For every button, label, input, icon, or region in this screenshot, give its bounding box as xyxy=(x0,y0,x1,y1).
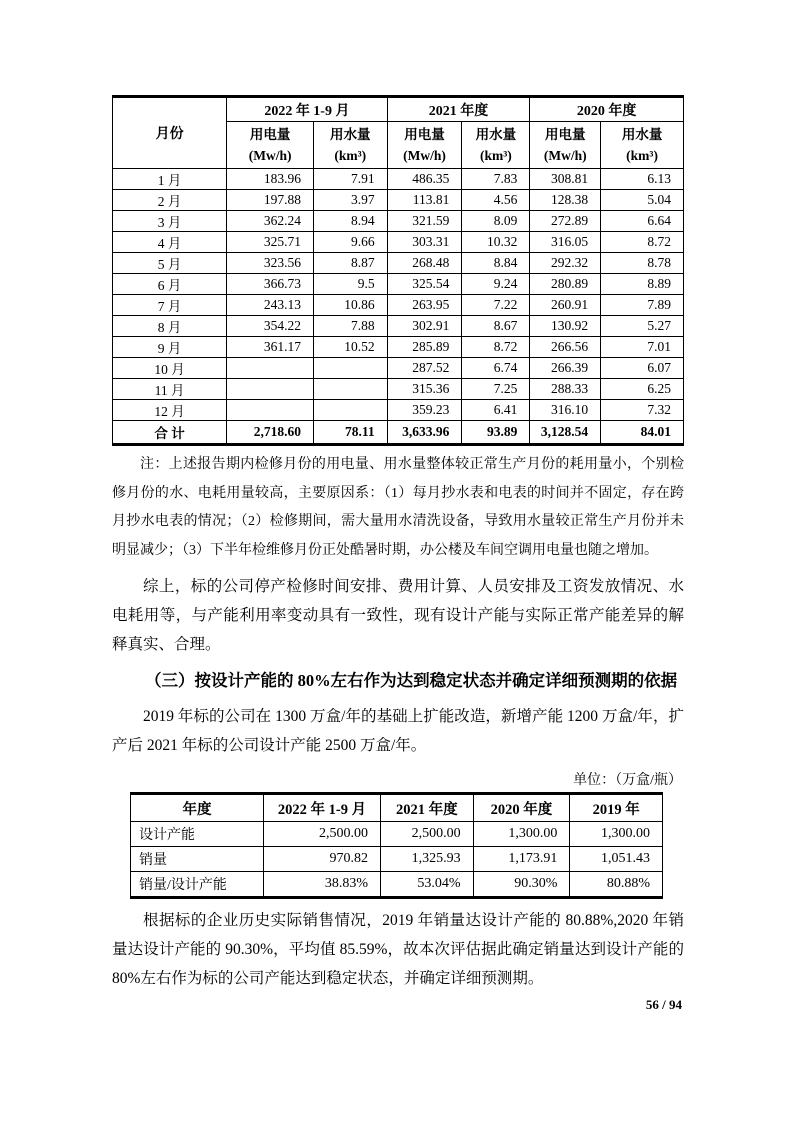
value-cell: 7.91 xyxy=(313,169,387,190)
water-header xyxy=(601,122,684,169)
value-cell: 8.94 xyxy=(313,211,387,232)
value-cell: 197.88 xyxy=(227,190,314,211)
value-cell: 321.59 xyxy=(387,211,462,232)
value-cell xyxy=(227,358,314,379)
value-cell: 970.82 xyxy=(263,847,380,872)
value-cell: 2,500.00 xyxy=(381,822,474,847)
page-number: 56 / 94 xyxy=(645,997,682,1012)
electricity-unit: (Mw/h) xyxy=(543,148,587,163)
section-heading: （三）按设计产能的 80%左右作为达到稳定状态并确定详细预测期的依据 xyxy=(145,671,678,690)
year-group-2021: 2021 年度 xyxy=(387,97,530,122)
value-cell: 308.81 xyxy=(530,169,601,190)
water-label: 用水量 xyxy=(475,127,517,142)
month-cell: 8 月 xyxy=(113,316,227,337)
table-row xyxy=(113,337,684,358)
value-cell: 354.22 xyxy=(227,316,314,337)
value-cell: 315.36 xyxy=(387,379,462,400)
value-cell: 316.05 xyxy=(530,232,601,253)
total-value-cell: 2,718.60 xyxy=(227,421,314,445)
value-cell: 9.66 xyxy=(313,232,387,253)
value-cell: 366.73 xyxy=(227,274,314,295)
table-row xyxy=(131,872,663,898)
value-cell: 8.72 xyxy=(601,232,684,253)
month-cell: 12 月 xyxy=(113,400,227,421)
value-cell: 288.33 xyxy=(530,379,601,400)
value-cell xyxy=(313,379,387,400)
total-value-cell: 84.01 xyxy=(601,421,684,445)
total-value-cell: 78.11 xyxy=(313,421,387,445)
value-cell: 8.89 xyxy=(601,274,684,295)
conclusion-paragraph: 根据标的企业历史实际销售情况，2019 年销量达设计产能的 80.88%,2020 年销量达设计产能的 90.30%，平均值 85.59%，故本次评估据此确定销量达到设计产能的 80%左右作为标的公司产能达到稳定状态，并确定详细预测期。 xyxy=(112,912,684,987)
value-cell: 5.04 xyxy=(601,190,684,211)
value-cell xyxy=(313,400,387,421)
value-cell: 287.52 xyxy=(387,358,462,379)
value-cell: 9.24 xyxy=(462,274,530,295)
value-cell: 285.89 xyxy=(387,337,462,358)
value-cell: 1,300.00 xyxy=(473,822,570,847)
value-cell: 130.92 xyxy=(530,316,601,337)
table-row xyxy=(113,211,684,232)
value-cell: 7.88 xyxy=(313,316,387,337)
table-header-group-row xyxy=(113,97,684,122)
value-cell: 359.23 xyxy=(387,400,462,421)
capacity-sales-table xyxy=(130,792,663,899)
value-cell: 1,051.43 xyxy=(570,847,663,872)
value-cell: 113.81 xyxy=(387,190,462,211)
value-cell: 7.32 xyxy=(601,400,684,421)
month-cell: 9 月 xyxy=(113,337,227,358)
month-cell: 7 月 xyxy=(113,295,227,316)
value-cell: 7.01 xyxy=(601,337,684,358)
value-cell: 1,325.93 xyxy=(381,847,474,872)
electricity-label: 用电量 xyxy=(404,127,445,142)
value-cell: 325.54 xyxy=(387,274,462,295)
table-row xyxy=(113,295,684,316)
water-label: 用水量 xyxy=(330,127,371,142)
electricity-header xyxy=(227,122,314,169)
value-cell: 5.27 xyxy=(601,316,684,337)
value-cell: 302.91 xyxy=(387,316,462,337)
electricity-unit: (Mw/h) xyxy=(248,148,292,163)
value-cell: 1,173.91 xyxy=(473,847,570,872)
value-cell: 4.56 xyxy=(462,190,530,211)
month-cell: 4 月 xyxy=(113,232,227,253)
period-header-2022: 2022 年 1-9 月 xyxy=(263,794,380,822)
value-cell: 292.32 xyxy=(530,253,601,274)
electricity-label: 用电量 xyxy=(249,127,291,142)
value-cell: 8.78 xyxy=(601,253,684,274)
value-cell: 325.71 xyxy=(227,232,314,253)
table-row xyxy=(113,400,684,421)
value-cell: 316.10 xyxy=(530,400,601,421)
table-row xyxy=(113,232,684,253)
total-value-cell: 3,633.96 xyxy=(387,421,462,445)
value-cell: 263.95 xyxy=(387,295,462,316)
water-header xyxy=(462,122,530,169)
value-cell: 8.67 xyxy=(462,316,530,337)
table-row xyxy=(113,358,684,379)
table-header-row xyxy=(131,794,663,822)
value-cell: 6.74 xyxy=(462,358,530,379)
value-cell: 361.17 xyxy=(227,337,314,358)
table-row xyxy=(113,274,684,295)
total-value-cell: 93.89 xyxy=(462,421,530,445)
value-cell: 7.89 xyxy=(601,295,684,316)
value-cell: 6.25 xyxy=(601,379,684,400)
value-cell: 53.04% xyxy=(381,872,474,898)
water-unit: (km³) xyxy=(334,148,367,163)
table-row xyxy=(113,316,684,337)
value-cell: 9.5 xyxy=(313,274,387,295)
value-cell: 128.38 xyxy=(530,190,601,211)
page-content xyxy=(112,95,684,1013)
value-cell xyxy=(227,400,314,421)
year-group-2022: 2022 年 1-9 月 xyxy=(227,97,387,122)
month-cell: 2 月 xyxy=(113,190,227,211)
value-cell: 6.64 xyxy=(601,211,684,232)
value-cell: 6.07 xyxy=(601,358,684,379)
value-cell: 10.52 xyxy=(313,337,387,358)
table-row xyxy=(113,253,684,274)
summary-paragraph: 综上，标的公司停产检修时间安排、费用计算、人员安排及工资发放情况、水电耗用等，与产能利用率变动具有一致性，现有设计产能与实际正常产能差异的解释真实、合理。 xyxy=(112,578,684,653)
value-cell: 2,500.00 xyxy=(263,822,380,847)
value-cell: 303.31 xyxy=(387,232,462,253)
value-cell: 38.83% xyxy=(263,872,380,898)
value-cell: 243.13 xyxy=(227,295,314,316)
row-label-cell: 设计产能 xyxy=(131,822,264,847)
electricity-header xyxy=(387,122,462,169)
unit-label: 单位：（万盒/瓶） xyxy=(573,773,682,788)
table-note: 注：上述报告期内检修月份的用电量、用水量整体较正常生产月份的耗用量小，个别检修月份的水、电耗用量较高，主要原因系：（1）每月抄水表和电表的时间并不固定，存在跨月抄水电表的情况；（2）检修期间，需大量用水清洗设备，导致用水量较正常生产月份并未明显减少；（3）下半年检维修月份正处酷暑时期，办公楼及车间空调用电量也随之增加。 xyxy=(112,457,684,558)
month-cell: 3 月 xyxy=(113,211,227,232)
water-unit: (km³) xyxy=(479,148,512,163)
year-column-header: 年度 xyxy=(131,794,264,822)
total-label-cell: 合 计 xyxy=(113,421,227,445)
value-cell: 80.88% xyxy=(570,872,663,898)
value-cell: 8.09 xyxy=(462,211,530,232)
electricity-unit: (Mw/h) xyxy=(403,148,446,163)
year-group-2020: 2020 年度 xyxy=(530,97,684,122)
period-header-2019: 2019 年 xyxy=(570,794,663,822)
period-header-2021: 2021 年度 xyxy=(381,794,474,822)
month-cell: 5 月 xyxy=(113,253,227,274)
value-cell: 362.24 xyxy=(227,211,314,232)
value-cell: 7.83 xyxy=(462,169,530,190)
value-cell: 8.72 xyxy=(462,337,530,358)
water-unit: (km³) xyxy=(626,148,658,163)
value-cell: 10.32 xyxy=(462,232,530,253)
table-row xyxy=(131,822,663,847)
value-cell: 3.97 xyxy=(313,190,387,211)
water-label: 用水量 xyxy=(621,127,663,142)
value-cell: 7.22 xyxy=(462,295,530,316)
table-row xyxy=(113,169,684,190)
month-cell: 10 月 xyxy=(113,358,227,379)
value-cell: 8.87 xyxy=(313,253,387,274)
value-cell: 10.86 xyxy=(313,295,387,316)
table-row xyxy=(113,379,684,400)
value-cell: 266.39 xyxy=(530,358,601,379)
month-cell: 11 月 xyxy=(113,379,227,400)
electricity-label: 用电量 xyxy=(545,127,586,142)
value-cell: 7.25 xyxy=(462,379,530,400)
month-cell: 6 月 xyxy=(113,274,227,295)
capacity-paragraph: 2019 年标的公司在 1300 万盒/年的基础上扩能改造，新增产能 1200 万盒/年，扩产后 2021 年标的公司设计产能 2500 万盒/年。 xyxy=(112,708,684,754)
value-cell: 486.35 xyxy=(387,169,462,190)
value-cell: 6.13 xyxy=(601,169,684,190)
value-cell: 266.56 xyxy=(530,337,601,358)
value-cell xyxy=(227,379,314,400)
monthly-utility-usage-table xyxy=(112,95,684,446)
total-value-cell: 3,128.54 xyxy=(530,421,601,445)
value-cell: 90.30% xyxy=(473,872,570,898)
value-cell: 268.48 xyxy=(387,253,462,274)
value-cell: 280.89 xyxy=(530,274,601,295)
month-cell: 1 月 xyxy=(113,169,227,190)
value-cell: 323.56 xyxy=(227,253,314,274)
total-row xyxy=(113,421,684,445)
row-label-cell: 销量 xyxy=(131,847,264,872)
row-label-cell: 销量/设计产能 xyxy=(131,872,264,898)
period-header-2020: 2020 年度 xyxy=(473,794,570,822)
value-cell xyxy=(313,358,387,379)
electricity-header xyxy=(530,122,601,169)
water-header xyxy=(313,122,387,169)
value-cell: 6.41 xyxy=(462,400,530,421)
value-cell: 272.89 xyxy=(530,211,601,232)
value-cell: 8.84 xyxy=(462,253,530,274)
value-cell: 260.91 xyxy=(530,295,601,316)
value-cell: 183.96 xyxy=(227,169,314,190)
table-row xyxy=(113,190,684,211)
value-cell: 1,300.00 xyxy=(570,822,663,847)
month-column-header: 月份 xyxy=(113,97,227,169)
table-row xyxy=(131,847,663,872)
